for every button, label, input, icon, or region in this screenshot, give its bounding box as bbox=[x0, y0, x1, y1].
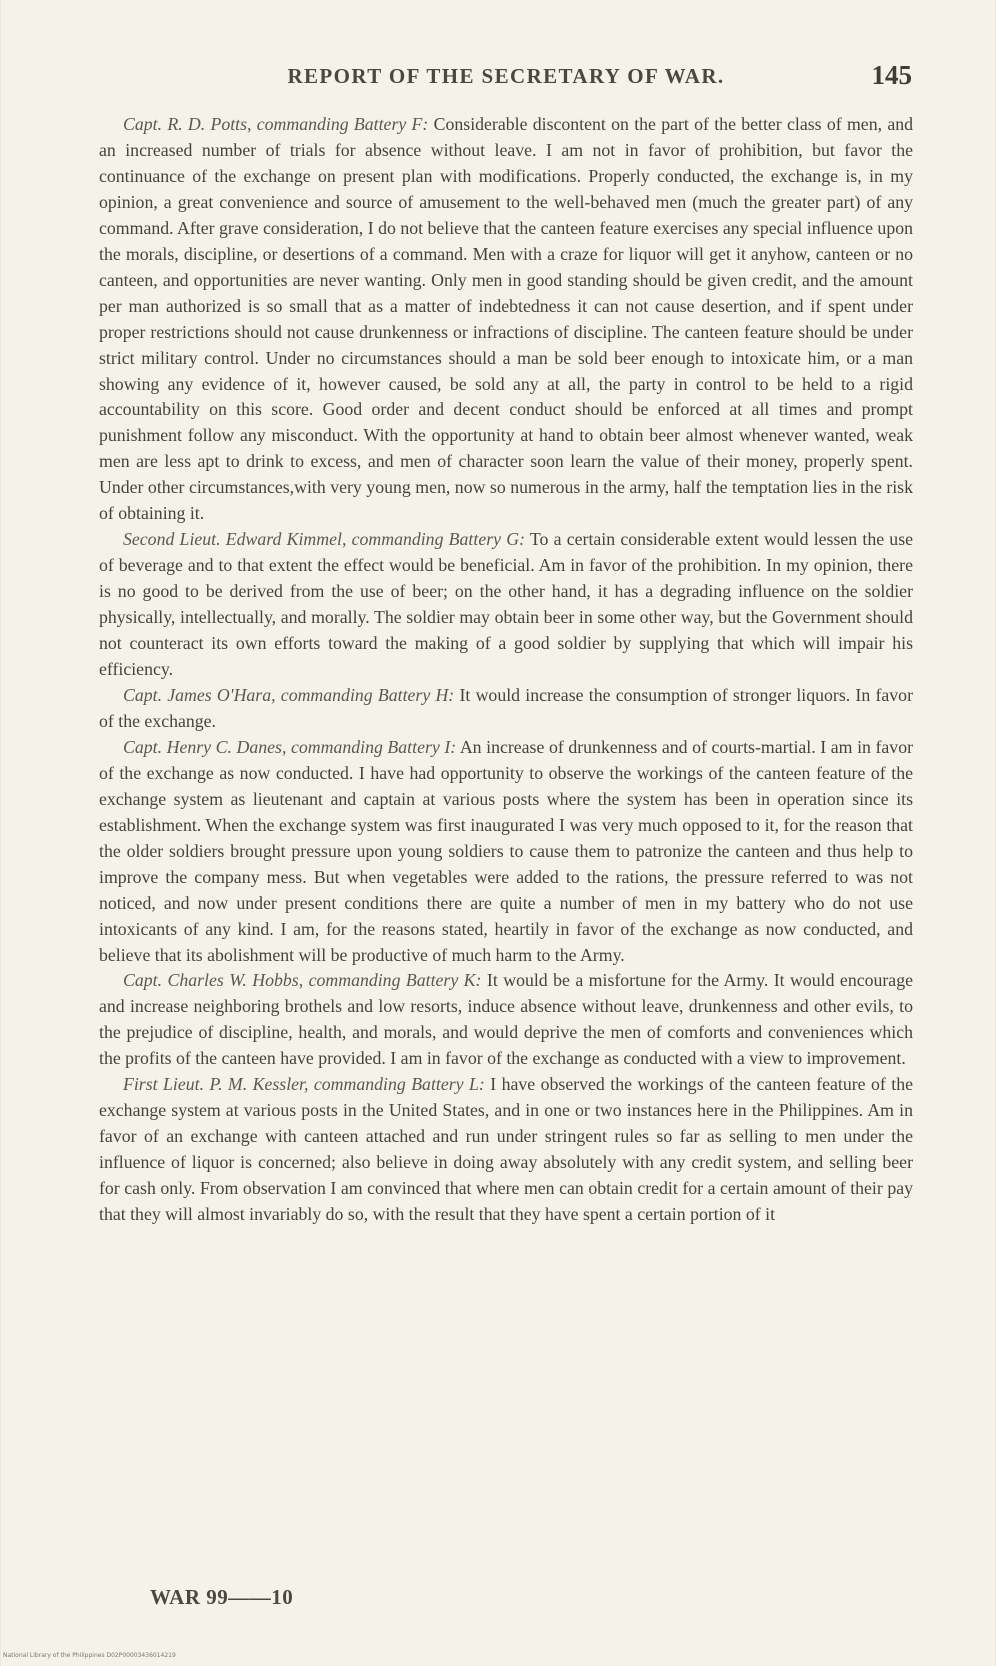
speaker-battery-f: Capt. R. D. Potts, commanding Battery F: bbox=[123, 114, 429, 134]
running-head: REPORT OF THE SECRETARY OF WAR. bbox=[287, 64, 725, 88]
speaker-battery-g: Second Lieut. Edward Kimmel, commanding Battery G: bbox=[123, 529, 525, 550]
statement-battery-i: An increase of drunkenness and of courts-martial. I am in favor of the exchange as now conducted. I have had opportunity to observe the workings of the canteen feature of the exchange system as lieutenant and captain at various posts where the system has been in operation since its establishment. When the exchange system was first inaugurated I was very much opposed to it, for the reason that the older soldiers brought pressure upon young soldiers to cause them to patronize the canteen and thus help to improve the company mess. But when vegetables were added to the rations, the pressure referred to was not noticed, and now under present conditions there are quite a number of men in my battery who do not use intoxicants of any kind. I am, for the reasons stated, heartily in favor of the exchange as now conducted, and believe that its abolishment will be productive of much harm to the Army. bbox=[99, 736, 913, 965]
speaker-battery-h: Capt. James O'Hara, commanding Battery H: bbox=[123, 684, 455, 705]
paragraph-battery-l bbox=[99, 1072, 913, 1228]
speaker-battery-i: Capt. Henry C. Danes, commanding Battery I: bbox=[123, 736, 457, 757]
signature-mark: WAR 99——10 bbox=[150, 1585, 294, 1609]
paragraph-battery-f bbox=[99, 112, 913, 527]
paragraph-battery-k bbox=[99, 968, 913, 1072]
paragraph-battery-g bbox=[99, 527, 913, 683]
statement-battery-l: I have observed the workings of the canteen feature of the exchange system at various posts in the United States, and in one or two instances here in the Philippines. Am in favor of an exchange with canteen attached and run under stringent rules so far as selling to men under the influence of liquor is concerned; also believe in doing away absolutely with any credit system, and selling beer for cash only. From observation I am convinced that where men can obtain credit for a certain amount of their pay that they will almost invariably do so, with the result that they have spent a certain portion of it bbox=[99, 1074, 913, 1225]
speaker-battery-l: First Lieut. P. M. Kessler, commanding Battery L: bbox=[123, 1074, 485, 1095]
page-header bbox=[100, 60, 912, 94]
statement-battery-h: It would increase the consumption of stronger liquors. In favor of the exchange. bbox=[99, 684, 913, 731]
paragraph-battery-h bbox=[99, 683, 913, 735]
statement-battery-g: To a certain considerable extent would lessen the use of beverage and to that extent the effect would be beneficial. Am in favor of the prohibition. In my opinion, there is no good to be derived from the use of beer; on the other hand, it has a degrading influence on the soldier physically, intellectually, and morally. The soldier may obtain beer in some other way, but the Government should not counteract its own efforts toward the making of a good soldier by supplying that which will impair his efficiency. bbox=[99, 529, 914, 680]
page-number: 145 bbox=[871, 60, 912, 90]
speaker-battery-k: Capt. Charles W. Hobbs, commanding Battery K: bbox=[123, 970, 482, 991]
statement-battery-k: It would be a misfortune for the Army. It would encourage and increase neighboring brothels and low resorts, induce absence without leave, drunkenness and other evils, to the prejudice of discipline, health, and morals, and would deprive the men of comforts and conveniences which the profits of the canteen have provided. I am in favor of the exchange as conducted with a view to improvement. bbox=[99, 970, 913, 1069]
paragraph-battery-i bbox=[99, 735, 913, 969]
statement-battery-f: Considerable discontent on the part of the better class of men, and an increased number of trials for absence without leave. I am not in favor of prohibition, but favor the continuance of the exchange on present plan with modifications. Properly conducted, the exchange is, in my opinion, a great convenience and source of amusement to the well-behaved men (much the greater part) of any command. After grave consideration, I do not believe that the canteen feature exercises any special influence upon the morals, discipline, or desertions of a command. Men with a craze for liquor will get it anyhow, canteen or no canteen, and opportunities are never wanting. Only men in good standing should be given credit, and the amount per man authorized is so small that as a matter of indebtedness it can not cause desertion, and if spent under proper restrictions should not cause drunkenness or infractions of discipline. The canteen feature should be under strict military control. Under no circumstances should a man be sold beer enough to intoxicate him, or a man showing any evidence of it, however caused, be sold any at all, the party in control to be held to a rigid accountability on this score. Good order and decent conduct should be enforced at all times and prompt punishment follow any misconduct. With the opportunity at hand to obtain beer almost whenever wanted, weak men are less apt to drink to excess, and men of character soon learn the value of their money, properly spent. Under other circumstances,with very young men, now so numerous in the army, half the temptation lies in the risk of obtaining it. bbox=[99, 114, 913, 524]
archive-stamp: National Library of the Philippines D02P00003436014219 bbox=[3, 1652, 176, 1659]
report-body bbox=[99, 112, 913, 1228]
